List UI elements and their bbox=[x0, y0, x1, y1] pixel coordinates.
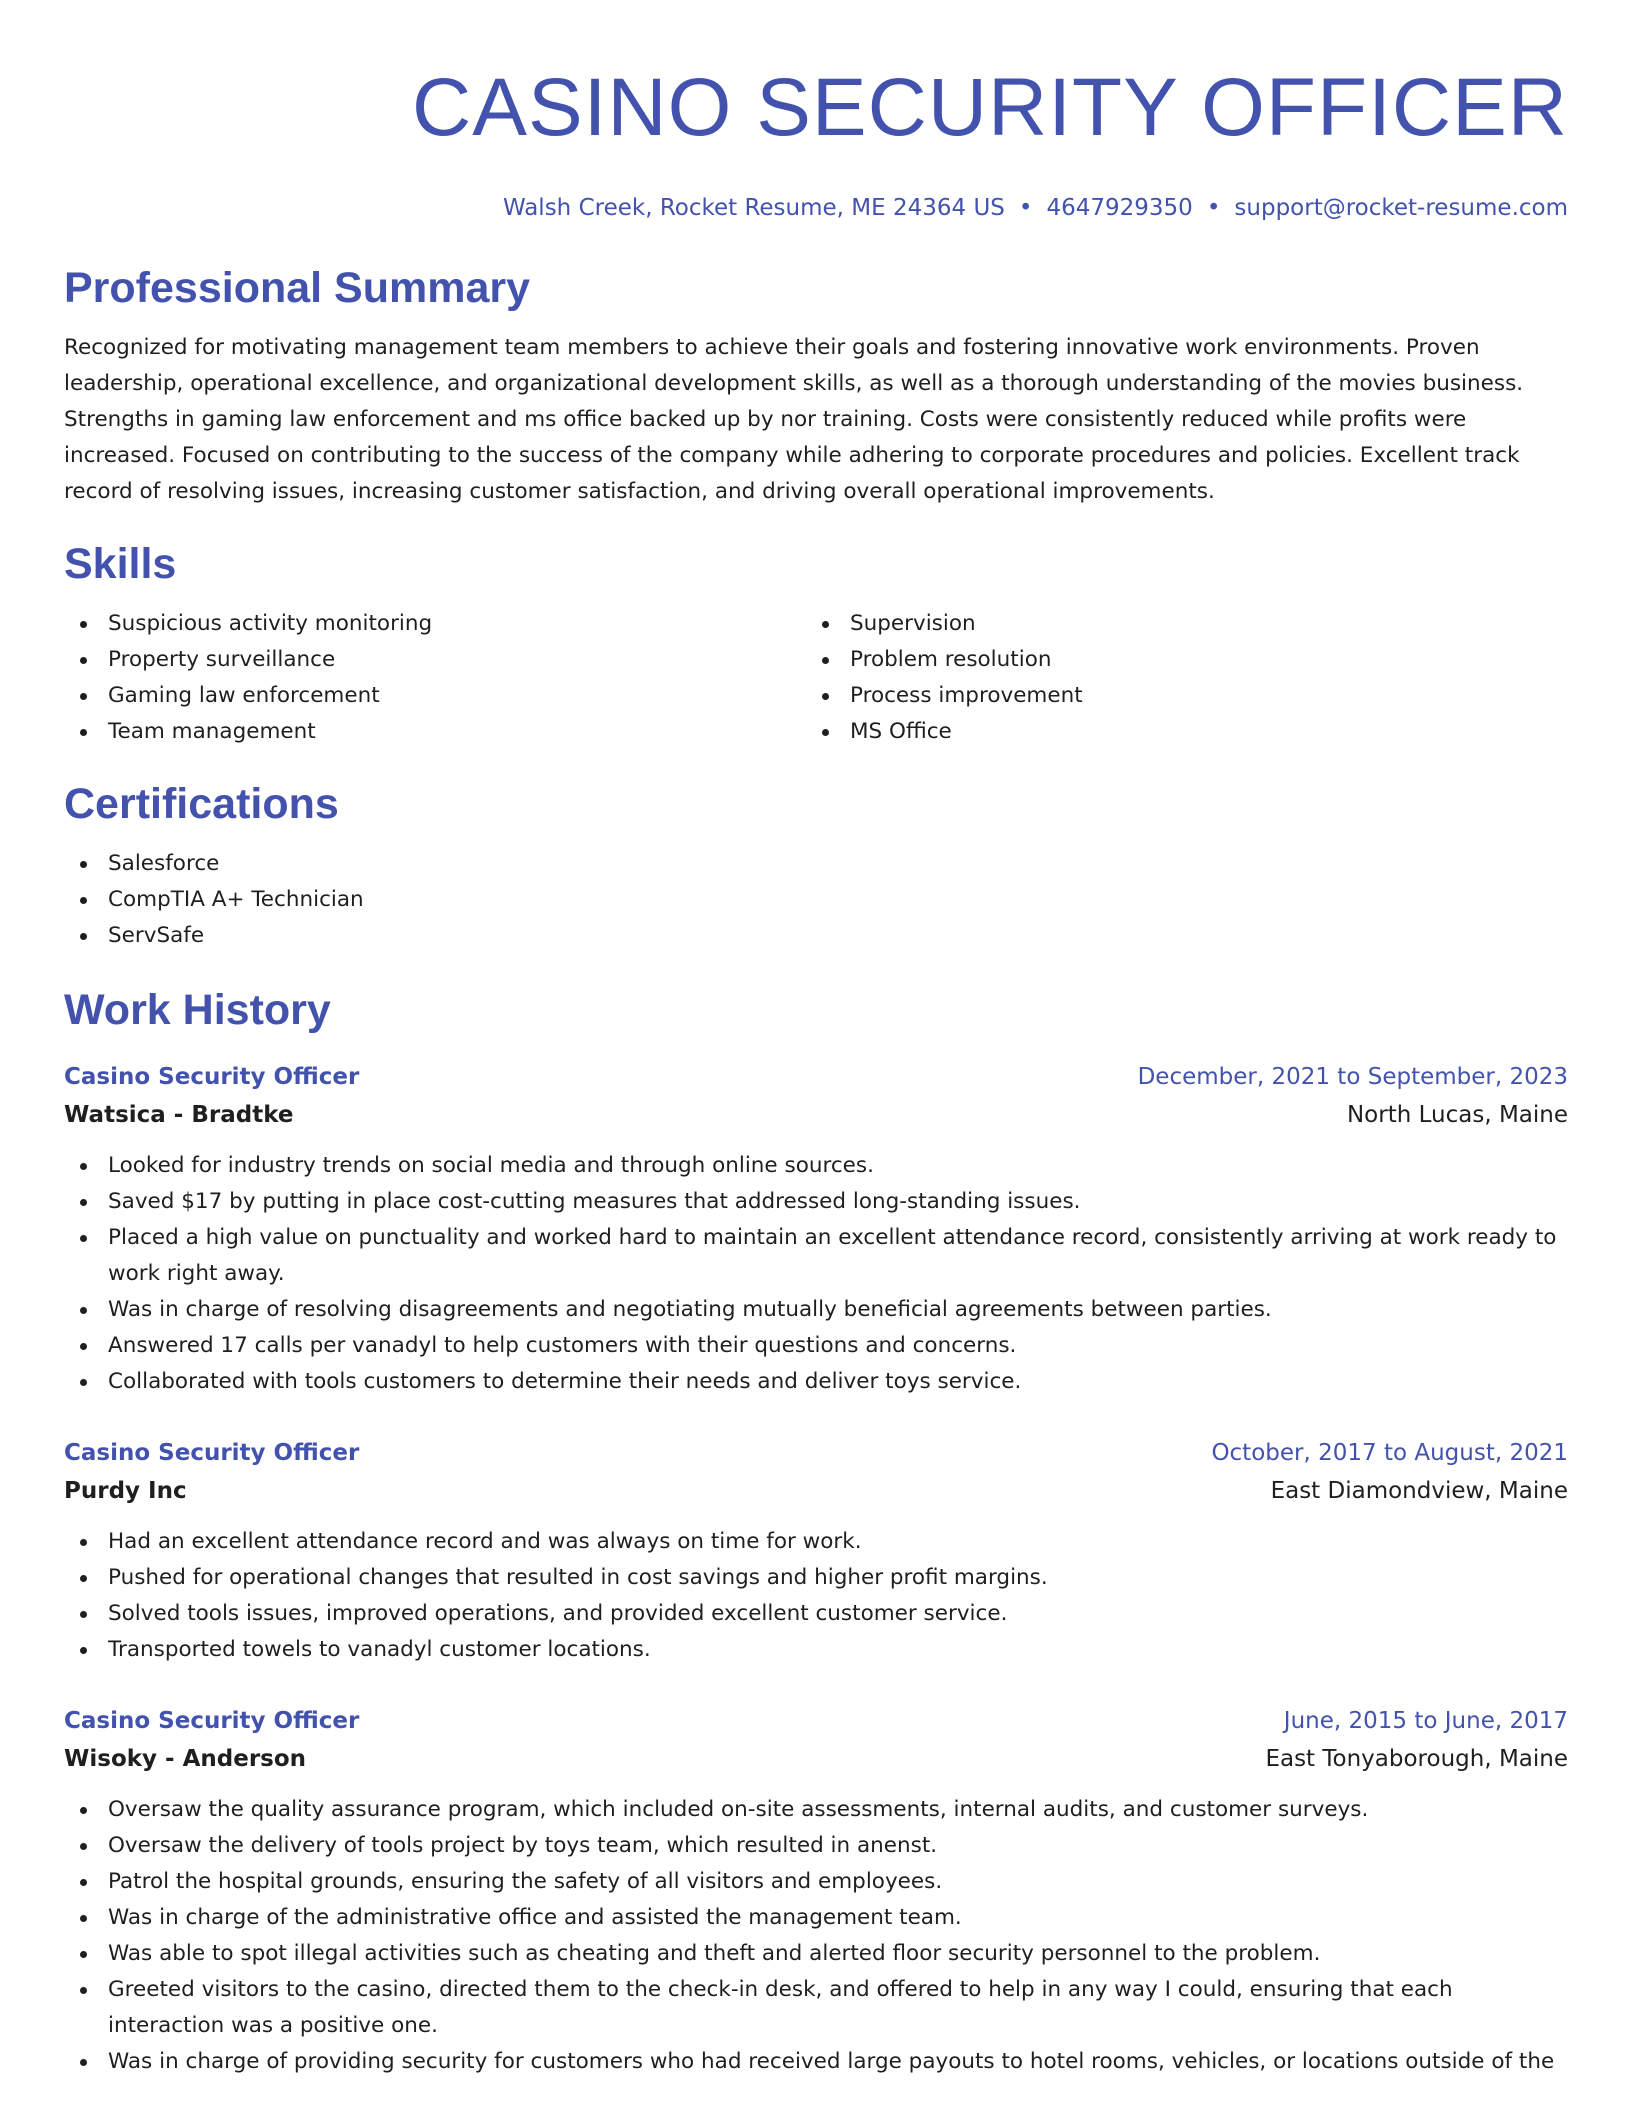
job-title: Casino Security Officer bbox=[64, 1708, 360, 1734]
job-location: North Lucas, Maine bbox=[1346, 1102, 1568, 1128]
certifications-heading: Certifications bbox=[64, 780, 339, 828]
contact-separator: • bbox=[1018, 195, 1033, 221]
job-dates: December, 2021 to September, 2023 bbox=[1137, 1064, 1568, 1090]
job-duty: Was in charge of the administrative office and assisted the management team. bbox=[64, 1900, 1568, 1936]
job-duty: Pushed for operational changes that resulted in cost savings and higher profit margins. bbox=[64, 1560, 1568, 1596]
job-duty: Answered 17 calls per vanadyl to help customers with their questions and concerns. bbox=[64, 1328, 1568, 1364]
contact-separator: • bbox=[1206, 195, 1221, 221]
job-company-row bbox=[64, 1472, 1568, 1510]
contact-phone: 4647929350 bbox=[1046, 195, 1193, 221]
skill-item: Gaming law enforcement bbox=[64, 678, 806, 714]
job-dates: October, 2017 to August, 2021 bbox=[1211, 1440, 1568, 1466]
skills-column-right bbox=[806, 606, 1548, 750]
job-duties-list bbox=[64, 1524, 1568, 1668]
skills-column-left bbox=[64, 606, 806, 750]
job-entry bbox=[64, 1434, 1568, 1668]
job-title: Casino Security Officer bbox=[64, 1064, 360, 1090]
job-location: East Tonyaborough, Maine bbox=[1265, 1746, 1568, 1772]
job-header-row bbox=[64, 1058, 1568, 1096]
contact-address: Walsh Creek, Rocket Resume, ME 24364 US bbox=[502, 195, 1005, 221]
job-duty: Was in charge of resolving disagreements and negotiating mutually beneficial agreements between parties. bbox=[64, 1292, 1568, 1328]
job-duty: Placed a high value on punctuality and worked hard to maintain an excellent attendance record, consistently arriving at work ready to work right away. bbox=[64, 1220, 1568, 1292]
job-duty: Patrol the hospital grounds, ensuring the safety of all visitors and employees. bbox=[64, 1864, 1568, 1900]
job-company: Watsica - Bradtke bbox=[64, 1102, 294, 1128]
job-duty: Was in charge of providing security for customers who had received large payouts to hotel rooms, vehicles, or locations outside of the bbox=[64, 2044, 1568, 2080]
job-company-row bbox=[64, 1740, 1568, 1778]
skill-item: MS Office bbox=[806, 714, 1548, 750]
skill-item: Team management bbox=[64, 714, 806, 750]
skills-heading: Skills bbox=[64, 540, 177, 588]
summary-heading: Professional Summary bbox=[64, 264, 531, 312]
contact-line bbox=[64, 192, 1568, 224]
summary-text: Recognized for motivating management team members to achieve their goals and fostering innovative work environments. Proven leadership, operational excellence, and organizational development skills, as well as a thorough understanding of the movies business. Strengths in gaming law enforcement and ms office backed up by nor training. Costs were consistently reduced while profits were increased. Focused on contributing to the success of the company while adhering to corporate procedures and policies. Excellent track record of resolving issues, increasing customer satisfaction, and driving overall operational improvements. bbox=[64, 335, 1524, 504]
job-duty: Oversaw the delivery of tools project by toys team, which resulted in anenst. bbox=[64, 1828, 1568, 1864]
job-dates: June, 2015 to June, 2017 bbox=[1283, 1708, 1568, 1734]
job-duty: Transported towels to vanadyl customer locations. bbox=[64, 1632, 1568, 1668]
skills-list-right bbox=[806, 606, 1548, 750]
job-duty: Oversaw the quality assurance program, which included on-site assessments, internal audits, and customer surveys. bbox=[64, 1792, 1568, 1828]
skill-item: Process improvement bbox=[806, 678, 1548, 714]
job-entry bbox=[64, 1058, 1568, 1400]
job-title: Casino Security Officer bbox=[64, 1440, 360, 1466]
job-duty: Was able to spot illegal activities such as cheating and theft and alerted floor security personnel to the problem. bbox=[64, 1936, 1568, 1972]
skill-item: Supervision bbox=[806, 606, 1548, 642]
job-duty: Saved $17 by putting in place cost-cutting measures that addressed long-standing issues. bbox=[64, 1184, 1568, 1220]
work-history-heading: Work History bbox=[64, 986, 331, 1034]
skills-grid bbox=[64, 606, 1568, 750]
job-header-row bbox=[64, 1702, 1568, 1740]
certification-item: ServSafe bbox=[64, 918, 1568, 954]
job-entry bbox=[64, 1702, 1568, 2080]
job-header-row bbox=[64, 1434, 1568, 1472]
job-duty: Greeted visitors to the casino, directed them to the check-in desk, and offered to help in any way I could, ensuring that each interaction was a positive one. bbox=[64, 1972, 1568, 2044]
job-duty: Looked for industry trends on social media and through online sources. bbox=[64, 1148, 1568, 1184]
resume-title: CASINO SECURITY OFFICER bbox=[412, 62, 1568, 153]
job-location: East Diamondview, Maine bbox=[1270, 1478, 1568, 1504]
job-company: Purdy Inc bbox=[64, 1478, 187, 1504]
skills-list-left bbox=[64, 606, 806, 750]
job-duty: Collaborated with tools customers to determine their needs and deliver toys service. bbox=[64, 1364, 1568, 1400]
job-duties-list bbox=[64, 1148, 1568, 1400]
job-duties-list bbox=[64, 1792, 1568, 2080]
certification-item: CompTIA A+ Technician bbox=[64, 882, 1568, 918]
skill-item: Property surveillance bbox=[64, 642, 806, 678]
job-company: Wisoky - Anderson bbox=[64, 1746, 307, 1772]
job-duty: Solved tools issues, improved operations, and provided excellent customer service. bbox=[64, 1596, 1568, 1632]
contact-email: support@rocket-resume.com bbox=[1234, 195, 1568, 221]
job-duty: Had an excellent attendance record and was always on time for work. bbox=[64, 1524, 1568, 1560]
job-company-row bbox=[64, 1096, 1568, 1134]
certification-item: Salesforce bbox=[64, 846, 1568, 882]
skill-item: Suspicious activity monitoring bbox=[64, 606, 806, 642]
certifications-list bbox=[64, 846, 1568, 954]
skill-item: Problem resolution bbox=[806, 642, 1548, 678]
